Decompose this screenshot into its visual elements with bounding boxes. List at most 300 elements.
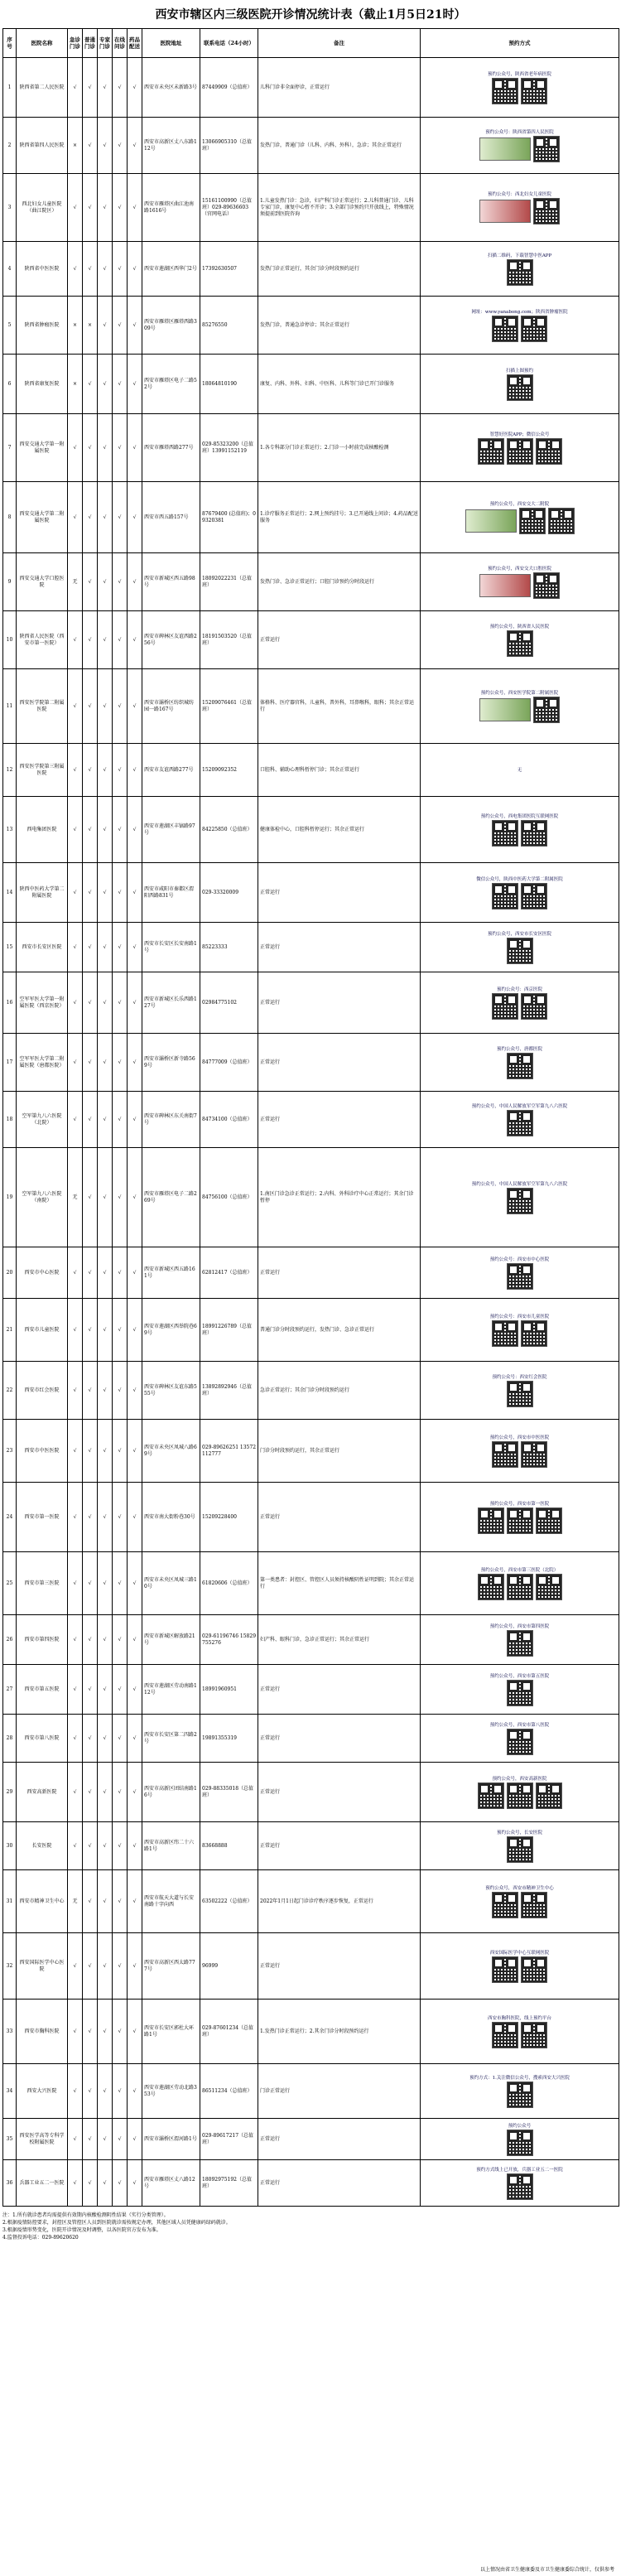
booking-method	[421, 553, 619, 611]
qr-code-icon[interactable]	[507, 1188, 533, 1214]
booking-method	[421, 1148, 619, 1247]
table-row	[3, 174, 619, 242]
qr-code-icon[interactable]	[507, 938, 533, 964]
qr-code-icon[interactable]	[521, 820, 547, 847]
qr-code-icon[interactable]	[533, 572, 560, 599]
table-row	[3, 1247, 619, 1299]
booking-method	[421, 1763, 619, 1822]
booking-codes	[422, 508, 617, 534]
note-line: 注：1.所有就诊患者均需提供有效期内核酸检测阴性结果（实行分类管理）。	[2, 2212, 169, 2218]
qr-code-icon[interactable]	[507, 2173, 533, 2200]
service-status: √	[128, 1763, 142, 1822]
table-row	[3, 1665, 619, 1715]
hospital-name: 西安市胸科医院	[17, 2000, 68, 2064]
service-status: √	[68, 1715, 83, 1763]
booking-codes	[422, 938, 617, 964]
remark: 健康体检中心，口腔科暂停运行；其余正常运行	[258, 797, 421, 863]
hospital-phone: 18191503520（总值班）	[200, 611, 258, 669]
table-row	[3, 1420, 619, 1483]
qr-code-icon[interactable]	[492, 78, 518, 104]
hospital-address: 西安市雁塔区电子二路52号	[142, 355, 200, 414]
row-number: 28	[3, 1715, 17, 1763]
booking-codes	[422, 1836, 617, 1863]
service-status: √	[68, 1933, 83, 2000]
qr-code-icon[interactable]	[478, 1782, 504, 1809]
qr-code-icon[interactable]	[533, 198, 560, 224]
hospital-address: 西安市碑林区东关南街7号	[142, 1092, 200, 1148]
service-status: √	[68, 2064, 83, 2119]
hospital-name: 西电集团医院	[17, 797, 68, 863]
row-number: 24	[3, 1483, 17, 1552]
booking-method	[421, 1665, 619, 1715]
qr-code-icon[interactable]	[507, 1110, 533, 1136]
booking-method	[421, 669, 619, 744]
row-number: 3	[3, 174, 17, 242]
booking-label: 预约公众号，西安高新医院	[492, 1776, 547, 1782]
booking-label: 预约公众号：陕西省第四人民医院	[485, 129, 554, 135]
table-row	[3, 1870, 619, 1933]
service-status: √	[128, 1148, 142, 1247]
hospital-name: 陕西省第四人民医院	[17, 118, 68, 174]
service-status: √	[83, 118, 98, 174]
service-status: √	[98, 972, 113, 1034]
service-status: √	[68, 1552, 83, 1615]
qr-code-icon[interactable]	[519, 508, 546, 534]
hospital-name: 西安市中心医院	[17, 1247, 68, 1299]
note-line: 3.根据疫情形势变化，医院开诊情况及时调整，以各医院官方发布为准。	[2, 2227, 161, 2233]
service-status: √	[113, 1822, 128, 1870]
hospital-address: 西安市碑林区友谊西路256号	[142, 611, 200, 669]
qr-code-icon[interactable]	[507, 1729, 533, 1755]
booking-codes	[422, 1507, 617, 1534]
row-number: 34	[3, 2064, 17, 2119]
hospital-name: 西安市红会医院	[17, 1362, 68, 1420]
qr-code-icon[interactable]	[533, 136, 560, 162]
qr-code-icon[interactable]	[533, 697, 560, 723]
qr-code-icon[interactable]	[521, 883, 547, 909]
service-status: √	[128, 972, 142, 1034]
booking-codes	[422, 572, 617, 599]
service-status: √	[98, 1763, 113, 1822]
booking-codes	[422, 820, 617, 847]
row-number: 16	[3, 972, 17, 1034]
remark: 口腔科、辅助心理科暂停门诊；其余正常运行	[258, 744, 421, 797]
table-row	[3, 669, 619, 744]
remark: 正常运行	[258, 2160, 421, 2207]
service-status: √	[83, 2160, 98, 2207]
row-number: 15	[3, 923, 17, 972]
hospital-name: 西安市中医医院	[17, 1420, 68, 1483]
hospital-phone: 84777009（总值班）	[200, 1034, 258, 1092]
qr-code-icon[interactable]	[492, 1320, 518, 1347]
service-status: √	[113, 1092, 128, 1148]
service-status: √	[98, 58, 113, 118]
booking-label: 预约公众号：西京医院	[496, 987, 542, 992]
column-header: 专家门诊	[98, 29, 113, 58]
row-number: 2	[3, 118, 17, 174]
qr-code-icon[interactable]	[492, 316, 518, 342]
booking-method	[421, 1870, 619, 1933]
service-status: √	[98, 744, 113, 797]
qr-code-icon[interactable]	[521, 2022, 547, 2048]
service-status: √	[98, 242, 113, 297]
booking-label: 智慧好医院APP；微信公众号	[489, 432, 550, 437]
qr-code-icon[interactable]	[507, 1507, 533, 1534]
booking-label: 预约公众号，西电集团医院互联网医院	[480, 813, 559, 819]
hospital-name: 西安交通大学第二附属医院	[17, 482, 68, 553]
qr-code-icon[interactable]	[507, 1263, 533, 1290]
hospital-name: 陕西省人民医院（西安市第一医院）	[17, 611, 68, 669]
row-number: 27	[3, 1665, 17, 1715]
remark: 正常运行	[258, 923, 421, 972]
booking-method	[421, 1552, 619, 1615]
service-status: √	[128, 553, 142, 611]
table-row	[3, 482, 619, 553]
qr-code-icon[interactable]	[507, 630, 533, 657]
service-status: √	[128, 1552, 142, 1615]
qr-code-icon[interactable]	[507, 374, 533, 401]
service-status: √	[83, 1552, 98, 1615]
column-header: 序号	[3, 29, 17, 58]
booking-label: 预约公众号，唐都医院	[496, 1046, 542, 1052]
qr-code-icon[interactable]	[478, 1574, 504, 1600]
service-status: √	[113, 1034, 128, 1092]
hospital-phone: 15209076461（总值班）	[200, 669, 258, 744]
service-status: √	[113, 1148, 128, 1247]
column-header: 药品配送	[128, 29, 142, 58]
hospital-address: 西安市新城区解放路21号	[142, 1615, 200, 1665]
hospital-phone: 96999	[200, 1933, 258, 2000]
booking-codes	[422, 2173, 617, 2200]
qr-code-icon[interactable]	[507, 438, 533, 465]
table-row	[3, 1763, 619, 1822]
service-status: √	[128, 242, 142, 297]
hospital-phone: 84756100（总值班）	[200, 1148, 258, 1247]
remark: 正常运行	[258, 972, 421, 1034]
qr-code-icon[interactable]	[492, 993, 518, 1020]
qr-code-icon[interactable]	[536, 1782, 562, 1809]
qr-code-icon[interactable]	[507, 259, 533, 286]
hospital-address: 西安市长安区长安南路1号	[142, 923, 200, 972]
service-status: √	[68, 1665, 83, 1715]
qr-code-icon[interactable]	[521, 1892, 547, 1918]
hospital-address: 西安市莲湖区劳动北路353号	[142, 2064, 200, 2119]
row-number: 1	[3, 58, 17, 118]
booking-label: 微信公众号，陕西中医药大学第二附属医院	[476, 876, 563, 882]
service-status: √	[98, 1665, 113, 1715]
booking-method	[421, 242, 619, 297]
booking-label: 预约公众号：西北妇女儿童医院	[487, 191, 551, 197]
service-status: √	[98, 1034, 113, 1092]
service-status: √	[83, 1715, 98, 1763]
remark: 正常运行	[258, 863, 421, 923]
hospital-address: 西安市长安区第二四路2号	[142, 1715, 200, 1763]
hospital-phone: 029-89617217（总值班）	[200, 2119, 258, 2160]
service-status: √	[128, 118, 142, 174]
qr-code-icon[interactable]	[492, 883, 518, 909]
service-status: √	[98, 1092, 113, 1148]
qr-code-icon[interactable]	[478, 1507, 504, 1534]
qr-code-icon[interactable]	[536, 438, 562, 465]
service-status: √	[68, 1092, 83, 1148]
qr-code-icon[interactable]	[536, 1507, 562, 1534]
service-status: 无	[68, 553, 83, 611]
hospital-name: 西安交通大学第一附属医院	[17, 414, 68, 482]
service-status: √	[83, 972, 98, 1034]
service-status: √	[68, 174, 83, 242]
booking-method	[421, 1933, 619, 2000]
hospital-name: 西安市第五医院	[17, 1665, 68, 1715]
hospital-name: 兵器工业五二一医院	[17, 2160, 68, 2207]
remark: 发热门诊、急诊正常运行；口腔门诊预约分时段运行	[258, 553, 421, 611]
hospital-address: 西安市新城区西五路161号	[142, 1247, 200, 1299]
service-status: √	[128, 1615, 142, 1665]
service-status: √	[98, 118, 113, 174]
service-status: √	[113, 1870, 128, 1933]
booking-codes	[422, 198, 617, 224]
booking-method	[421, 2160, 619, 2207]
booking-label: 预约公众号，中国人民解放军空军第九八六医院	[471, 1181, 568, 1187]
service-status: √	[113, 1362, 128, 1420]
column-header: 急诊门诊	[68, 29, 83, 58]
hospital-name: 西安市第四医院	[17, 1615, 68, 1665]
booking-label: 预约公众号，西安交大口腔医院	[487, 566, 551, 572]
remark: 正常运行	[258, 1933, 421, 2000]
page-title: 西安市辖区内三级医院开诊情况统计表（截止1月5日21时）	[155, 8, 466, 22]
service-status: √	[128, 1483, 142, 1552]
service-status: √	[83, 611, 98, 669]
booking-codes	[422, 1320, 617, 1347]
booking-codes	[422, 78, 617, 104]
row-number: 35	[3, 2119, 17, 2160]
qr-code-icon[interactable]	[507, 2082, 533, 2108]
booking-method	[421, 482, 619, 553]
column-header: 医院名称	[17, 29, 68, 58]
hospital-address: 西安市新城区长乐西路127号	[142, 972, 200, 1034]
hospital-name: 西安市第一医院	[17, 1483, 68, 1552]
service-status: √	[113, 355, 128, 414]
hospital-address: 西安市灞桥区新寺路569号	[142, 1034, 200, 1092]
remark: 正常运行	[258, 1483, 421, 1552]
hospital-phone: 15161100990（总值班）029-89636603（官网电话）	[200, 174, 258, 242]
booking-codes	[422, 1263, 617, 1290]
hospital-phone: 19891355319	[200, 1715, 258, 1763]
service-status: √	[98, 669, 113, 744]
service-status: √	[128, 1665, 142, 1715]
qr-code-icon[interactable]	[507, 1782, 533, 1809]
qr-code-icon[interactable]	[507, 1574, 533, 1600]
service-status: √	[98, 2064, 113, 2119]
row-number: 31	[3, 1870, 17, 1933]
remark: 妇产科、眼科门诊，急诊正常运行；其余正常运行	[258, 1615, 421, 1665]
table-header-row	[3, 29, 619, 58]
notes-section	[2, 2212, 619, 2241]
service-status: √	[98, 2160, 113, 2207]
qr-code-icon[interactable]	[521, 316, 547, 342]
booking-codes	[422, 2130, 617, 2156]
hospital-address: 西安市莲湖区劳动南路112号	[142, 1665, 200, 1715]
service-status: √	[68, 482, 83, 553]
row-number: 29	[3, 1763, 17, 1822]
hospital-name: 西安市儿童医院	[17, 1299, 68, 1362]
booking-codes	[422, 316, 617, 342]
service-status: √	[83, 1933, 98, 2000]
hospital-phone: 18092022231（总值班）	[200, 553, 258, 611]
note-line: 4.监督投诉电话：029-89620620	[2, 2235, 79, 2241]
hospital-name: 陕西中医药大学第二附属医院	[17, 863, 68, 923]
table-row	[3, 2000, 619, 2064]
booking-codes	[422, 1729, 617, 1755]
service-status: √	[113, 553, 128, 611]
service-status: √	[98, 1362, 113, 1420]
footer-text: 以上情况由省卫生健康委及市卫生健康委综合统计，仅供参考	[479, 2567, 614, 2573]
service-status: √	[128, 2000, 142, 2064]
service-status: √	[113, 1933, 128, 2000]
service-status: √	[128, 2064, 142, 2119]
booking-codes	[422, 1110, 617, 1136]
qr-code-icon[interactable]	[548, 508, 575, 534]
remark: 普通门诊分时段预约运行，发热门诊、急诊正常运行	[258, 1299, 421, 1362]
service-status: √	[68, 2160, 83, 2207]
booking-codes	[422, 2082, 617, 2108]
hospital-address: 西安市新城区西五路98号	[142, 553, 200, 611]
booking-method	[421, 1247, 619, 1299]
qr-code-icon[interactable]	[492, 1441, 518, 1468]
qr-code-icon[interactable]	[536, 1574, 562, 1600]
qr-code-icon[interactable]	[478, 438, 504, 465]
service-status: √	[128, 1362, 142, 1420]
service-status: ×	[68, 355, 83, 414]
service-status: 无	[68, 1148, 83, 1247]
hospital-phone: 18092975192（总值班）	[200, 2160, 258, 2207]
qr-code-icon[interactable]	[507, 1680, 533, 1706]
booking-label: 预约公众号，西安市第五医院	[489, 1673, 550, 1679]
qr-code-icon[interactable]	[521, 1956, 547, 1983]
service-status: √	[68, 1615, 83, 1665]
service-status: √	[128, 863, 142, 923]
qr-code-icon[interactable]	[507, 2130, 533, 2156]
row-number: 21	[3, 1299, 17, 1362]
remark: 1.儿童发热门诊：急诊，妇产科门诊正常运行；2.儿科普通门诊、儿科专家门诊，康复中心暂不开诊；3.全部门诊预约只开放线上，特殊情况须提前到医院咨询	[258, 174, 421, 242]
hospital-address: 西安市雁塔区电子二路269号	[142, 1148, 200, 1247]
service-status: √	[113, 297, 128, 355]
column-header: 医院地址	[142, 29, 200, 58]
booking-label: 预约公众号，西安市长安区医院	[487, 931, 551, 937]
remark: 第一类患者：封控区、管控区人员须持核酸阴性证明到院；其余正常运行	[258, 1552, 421, 1615]
service-status: √	[113, 482, 128, 553]
qr-code-icon[interactable]	[507, 1381, 533, 1407]
qr-code-icon[interactable]	[492, 1892, 518, 1918]
service-status: √	[83, 1763, 98, 1822]
hospital-name: 西安市第八医院	[17, 1715, 68, 1763]
row-number: 25	[3, 1552, 17, 1615]
table-row	[3, 2119, 619, 2160]
qr-code-icon[interactable]	[492, 1956, 518, 1983]
row-number: 18	[3, 1092, 17, 1148]
qr-code-icon[interactable]	[521, 78, 547, 104]
service-status: √	[98, 2000, 113, 2064]
hospital-address: 西安市雁塔西路277号	[142, 414, 200, 482]
booking-label: 预约公众号，西安市第三医院（北院）	[480, 1567, 559, 1573]
service-status: √	[83, 2000, 98, 2064]
service-status: √	[83, 355, 98, 414]
service-status: √	[98, 1148, 113, 1247]
booking-method	[421, 863, 619, 923]
service-status: √	[68, 797, 83, 863]
booking-method	[421, 611, 619, 669]
qr-code-icon[interactable]	[521, 1441, 547, 1468]
booking-label: 预约公众号，西安交大二附院	[489, 501, 550, 507]
hospital-name: 空军军医大学第一附属医院（西京医院）	[17, 972, 68, 1034]
service-status: √	[113, 2119, 128, 2160]
qr-code-icon[interactable]	[507, 1836, 533, 1863]
booking-method	[421, 2064, 619, 2119]
hospital-phone: 029-89626251 13572112777	[200, 1420, 258, 1483]
hospital-address: 西安市雁塔区丈八路12号	[142, 2160, 200, 2207]
table-row	[3, 2160, 619, 2207]
service-status: √	[98, 611, 113, 669]
row-number: 33	[3, 2000, 17, 2064]
service-status: √	[68, 1420, 83, 1483]
table-row	[3, 297, 619, 355]
service-status: √	[128, 923, 142, 972]
hospital-phone: 83668888	[200, 1822, 258, 1870]
service-status: √	[113, 1715, 128, 1763]
row-number: 6	[3, 355, 17, 414]
service-status: √	[68, 1822, 83, 1870]
remark: 正常运行	[258, 1034, 421, 1092]
hospital-name: 空军第九八六医院（北院）	[17, 1092, 68, 1148]
booking-method	[421, 797, 619, 863]
service-status: √	[128, 297, 142, 355]
service-status: √	[83, 553, 98, 611]
qr-code-icon[interactable]	[521, 993, 547, 1020]
table-row	[3, 923, 619, 972]
booking-codes	[422, 1782, 617, 1809]
service-status: √	[98, 1933, 113, 2000]
remark: 正常运行	[258, 1247, 421, 1299]
qr-code-icon[interactable]	[507, 1053, 533, 1079]
service-status: √	[113, 118, 128, 174]
hospital-address: 西安市高新区丈八东路112号	[142, 118, 200, 174]
booking-method	[421, 1483, 619, 1552]
remark: 正常运行	[258, 1092, 421, 1148]
qr-code-icon[interactable]	[492, 2022, 518, 2048]
hospital-phone: 63502222（总值班）	[200, 1870, 258, 1933]
hospital-phone: 61820606（总值班）	[200, 1552, 258, 1615]
service-status: √	[113, 1420, 128, 1483]
service-status: √	[68, 1299, 83, 1362]
row-number: 32	[3, 1933, 17, 2000]
service-status: √	[83, 242, 98, 297]
booking-codes	[422, 993, 617, 1020]
qr-code-icon[interactable]	[507, 1630, 533, 1657]
row-number: 26	[3, 1615, 17, 1665]
booking-method	[421, 2000, 619, 2064]
service-status: √	[83, 1362, 98, 1420]
qr-code-icon[interactable]	[521, 1320, 547, 1347]
qr-code-icon[interactable]	[492, 820, 518, 847]
table-row	[3, 1034, 619, 1092]
banner-image	[479, 137, 531, 161]
service-status: √	[68, 1034, 83, 1092]
booking-label: 预约公众号，西安市第八医院	[489, 1722, 550, 1728]
service-status: √	[68, 611, 83, 669]
service-status: √	[83, 1870, 98, 1933]
booking-codes	[422, 2022, 617, 2048]
booking-method	[421, 1092, 619, 1148]
booking-method	[421, 1034, 619, 1092]
